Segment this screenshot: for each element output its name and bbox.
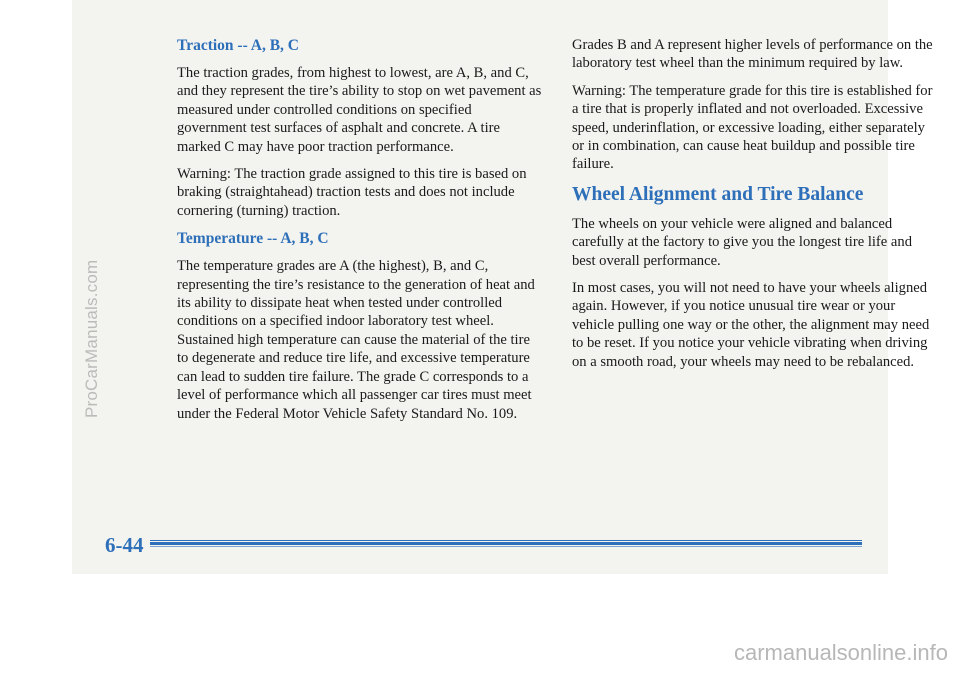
bottom-watermark: carmanualsonline.info [733,640,948,665]
wheel-alignment-heading: Wheel Alignment and Tire Balance [572,183,864,205]
side-watermark: ProCarManuals.com [82,259,101,418]
traction-paragraph: The traction grades, from highest to lowest, are A, B, and C, and they represent the tire’s ability to stop on wet pavement as measured under controlled conditions on specified government test surfaces of asphalt and concrete. A tire marked C may have poor traction performance. [177,65,542,155]
manual-page [72,0,933,574]
traction-heading: Traction -- A, B, C [177,37,299,54]
wheel-balance-paragraph: In most cases, you will not need to have your wheels aligned again. However, if you notice unusual tire wear or your vehicle pulling one way or the other, the alignment may need to be reset. If you notice your vehicle vibrating when driving on a smooth road, your wheels may need to be rebalanced. [572,280,930,370]
page-number: 6-44 [105,533,144,557]
right-column [572,36,934,380]
wheel-alignment-paragraph: The wheels on your vehicle were aligned and balanced carefully at the factory to give you the longest tire life and best overall performance. [572,215,912,269]
temperature-heading: Temperature -- A, B, C [177,230,329,248]
grades-paragraph: Grades B and A represent higher levels of performance on the laboratory test wheel than the minimum required by law. [572,37,933,72]
traction-warning: Warning: The traction grade assigned to this tire is based on braking (straightahead) traction tests and does not include cornering (turning) traction. [177,166,527,219]
temperature-paragraph: The temperature grades are A (the highest), B, and C, representing the tire’s resistance to the generation of heat and its ability to dissipate heat when tested under controlled conditions on a specified indoor laboratory test wheel. Sustained high temperature can cause the material of the tire to degenerate and reduce tire life, and excessive temperature can lead to sudden tire failure. The grade C corresponds to a level of performance which all passenger car tires must meet under the Federal Motor Vehicle Safety Standard No. 109. [177,258,535,422]
temperature-warning: Warning: The temperature grade for this tire is established for a tire that is properly inflated and not overloaded. Excessive speed, underinflation, or excessive loading, either separately or in combination, can cause heat buildup and possible tire failure. [572,82,933,173]
left-column [177,36,542,432]
footer-rule [150,540,862,546]
